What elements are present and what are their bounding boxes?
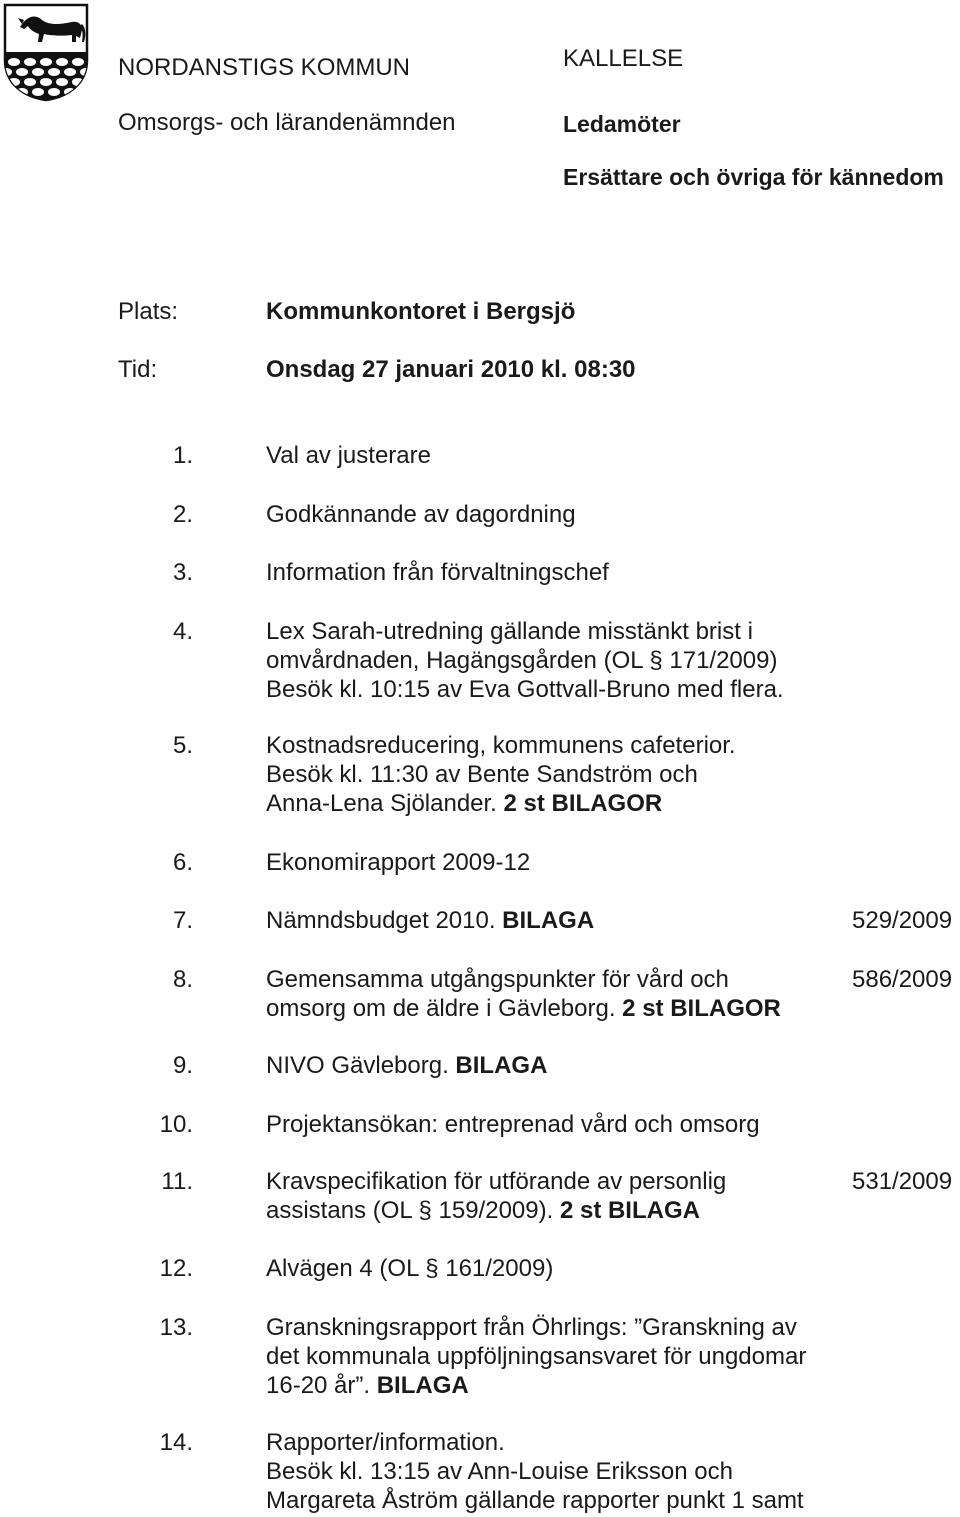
agenda-text-segment: Anna-Lena Sjölander. [266,790,504,817]
agenda-item-line [266,1457,846,1486]
agenda-text-segment: det kommunala uppföljningsansvaret för ungdomar [266,1343,807,1370]
agenda-text-segment: Gemensamma utgångspunkter för vård och [266,966,729,993]
agenda-item-number: 13. [159,1314,193,1341]
municipality-name: NORDANSTIGS KOMMUN [118,54,411,81]
agenda-item-line [266,1196,846,1225]
agenda-item-line [266,441,846,470]
case-reference-number: 529/2009 [852,907,953,934]
agenda-item-text [266,1167,846,1225]
agenda-item-number: 6. [172,849,193,876]
agenda-item-text [266,848,846,877]
agenda-item-number: 5. [172,732,193,759]
agenda-item-number: 14. [159,1429,193,1456]
agenda-item-number: 11. [161,1168,193,1195]
agenda-item-line [266,731,846,760]
agenda-item-text [266,1110,846,1139]
agenda-text-segment: Nämndsbudget 2010. [266,907,503,934]
agenda-item-text [266,558,846,587]
agenda-text-segment: Besök kl. 13:15 av Ann-Louise Eriksson och [266,1458,733,1485]
agenda-text-segment: Information från förvaltningschef [266,559,609,586]
agenda-item-line [266,906,846,935]
agenda-text-segment: Projektansökan: entreprenad vård och omsorg [266,1111,760,1138]
agenda-item-line [266,789,846,818]
committee-name: Omsorgs- och lärandenämnden [118,109,456,136]
agenda-item-number: 2. [172,501,193,528]
agenda-item-text [266,1313,846,1400]
agenda-text-segment: Margareta Åström gällande rapporter punkt 1 samt [266,1487,804,1514]
agenda-item-text [266,1254,846,1283]
agenda-item-number: 3. [172,559,193,586]
agenda-item-line [266,1371,846,1400]
agenda-item-line [266,1486,846,1515]
agenda-item-line [266,675,846,704]
agenda-item-line [266,1313,846,1342]
agenda-item-line [266,500,846,529]
agenda-text-segment: Lex Sarah-utredning gällande misstänkt brist i [266,618,753,645]
attachment-note: BILAGA [502,907,595,934]
agenda-item-text [266,1051,846,1080]
agenda-item-line [266,1110,846,1139]
agenda-item-number: 12. [159,1255,193,1282]
agenda-item-text [266,500,846,529]
attachment-note: BILAGA [455,1052,548,1079]
agenda-text-segment: Besök kl. 11:30 av Bente Sandström och [266,761,698,788]
agenda-item-text [266,965,846,1023]
agenda-item-number: 9. [172,1052,193,1079]
recipients-heading: Ledamöter [563,111,681,137]
agenda-text-segment: Granskningsrapport från Öhrlings: ”Granskning av [266,1314,797,1341]
agenda-item-line [266,1342,846,1371]
time-value: Onsdag 27 januari 2010 kl. 08:30 [266,356,636,383]
attachment-note: 2 st BILAGOR [503,790,663,817]
agenda-item-text [266,731,846,818]
agenda-text-segment: Kravspecifikation för utförande av personlig [266,1168,727,1195]
agenda-item-line [266,1254,846,1283]
agenda-item-number: 7. [172,907,193,934]
agenda-text-segment: omvårdnaden, Hagängsgården (OL § 171/2009) [266,647,778,674]
agenda-text-segment: Alvägen 4 (OL § 161/2009) [266,1255,554,1282]
agenda-text-segment: Kostnadsreducering, kommunens cafeterior. [266,732,736,759]
agenda-item-number: 1. [172,442,193,469]
agenda-text-segment: Ekonomirapport 2009-12 [266,849,531,876]
place-label: Plats: [118,298,179,325]
agenda-text-segment: Besök kl. 10:15 av Eva Gottvall-Bruno med flera. [266,676,784,703]
agenda-item-line [266,760,846,789]
agenda-item-line [266,994,846,1023]
for-info-heading: Ersättare och övriga för kännedom [563,164,944,190]
agenda-item-number: 10. [159,1111,193,1138]
attachment-note: BILAGA [376,1372,469,1399]
agenda-text-segment: 16-20 år”. [266,1372,377,1399]
agenda-text-segment: Rapporter/information. [266,1429,505,1456]
document-type: KALLELSE [563,45,684,72]
agenda-item-line [266,848,846,877]
case-reference-number: 586/2009 [852,966,953,993]
agenda-item-line [266,1051,846,1080]
agenda-item-line [266,558,846,587]
place-value: Kommunkontoret i Bergsjö [266,298,576,325]
time-label: Tid: [118,356,158,383]
agenda-text-segment: NIVO Gävleborg. [266,1052,456,1079]
attachment-note: 2 st BILAGOR [622,995,781,1022]
agenda-text-segment: Val av justerare [266,442,431,469]
agenda-item-text [266,617,846,704]
agenda-text-segment: assistans (OL § 159/2009). [266,1197,560,1224]
agenda-item-line [266,1428,846,1457]
agenda-item-line [266,617,846,646]
agenda-item-number: 4. [172,618,193,645]
attachment-note: 2 st BILAGA [559,1197,700,1224]
agenda-item-text [266,441,846,470]
agenda-item-line [266,1167,846,1196]
agenda-item-line [266,965,846,994]
agenda-item-number: 8. [172,966,193,993]
agenda-text-segment: Godkännande av dagordning [266,501,576,528]
case-reference-number: 531/2009 [852,1168,953,1195]
agenda-text-segment: omsorg om de äldre i Gävleborg. [266,995,623,1022]
agenda-item-line [266,646,846,675]
agenda-item-text [266,906,846,935]
agenda-item-text [266,1428,846,1515]
municipal-coat-of-arms-logo [2,2,90,102]
